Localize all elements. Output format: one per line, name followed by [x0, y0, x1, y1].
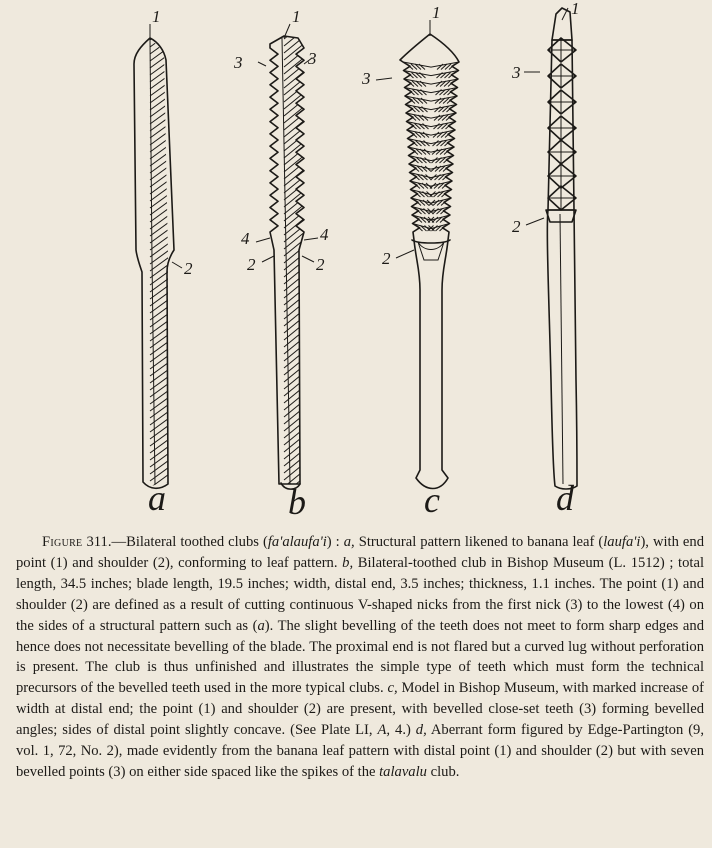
hatch-line [150, 171, 172, 187]
hatch-line [150, 52, 172, 68]
hatch-line [284, 420, 306, 438]
hatch-line [284, 147, 306, 165]
hatch-line [284, 441, 306, 459]
panel-letter-b: b [288, 482, 306, 520]
callout-number: 3 [362, 69, 371, 88]
hatch-line [150, 192, 172, 208]
hatch-line [284, 280, 306, 298]
hatch-line [150, 164, 172, 180]
hatch-line [150, 59, 172, 75]
caption-italic: c, [387, 680, 398, 697]
hatch-line [150, 199, 172, 215]
hatch-line [150, 150, 172, 166]
hatch-line [150, 437, 172, 453]
callout-number: 4 [320, 225, 329, 244]
panel-letter-d: d [556, 478, 574, 518]
panel-letter-c: c [424, 480, 440, 520]
caption-paragraph [16, 532, 704, 783]
hatch-line [150, 283, 172, 299]
hatch-line [284, 448, 306, 466]
club-a [134, 24, 182, 509]
caption-italic: a [257, 617, 265, 634]
hatch-line [150, 143, 172, 159]
hatch-line [150, 185, 172, 201]
hatch-line [150, 220, 172, 236]
shoulder [546, 210, 576, 222]
caption-italic: d, [415, 722, 427, 739]
hatch-line [150, 80, 172, 96]
hatch-line [150, 178, 172, 194]
hatch-line [284, 140, 306, 158]
caption-text: ), with end point (1) and shoulder (2), conforming to leaf pattern. [16, 534, 704, 571]
hatch-line [150, 416, 172, 432]
hatch-line [284, 455, 306, 473]
caption-fig-word: Figure [42, 534, 83, 550]
hatch-line [284, 259, 306, 277]
callout-number: 3 [234, 53, 243, 72]
hatch-line [284, 245, 306, 263]
hatch-line [284, 413, 306, 431]
hatch-line [150, 423, 172, 439]
hatch-line [284, 385, 306, 403]
hatch-line [150, 269, 172, 285]
caption-text: ). The slight bevelling of the teeth does not meet to form sharp edges and hence does not necessitate bevelling of the blade. The proximal end is not flared but a curved lug without perforation is present. The club is thus unfinished and illustrates the simple type of teeth which must form the technical precursors of the bevelled teeth used in the more typical clubs. [16, 617, 704, 697]
panel-letter-a: a [148, 478, 166, 518]
caption-italic: laufa'i [603, 534, 641, 550]
caption-text: Structural pattern likened to banana leaf ( [354, 534, 604, 550]
figure-caption [16, 532, 704, 783]
callout-number: 1 [292, 7, 301, 26]
caption-italic: b, [342, 554, 354, 571]
club-b [256, 14, 318, 508]
caption-text: Bilateral-toothed club in Bishop Museum (L. 1512) ; total length, 34.5 inches; blade length, 19.5 inches; width, distal end, 3.5 inches; thickness, 1.1 inches. The point (1) and shoulder (2) are defined as a result of cutting continuous V-shaped nicks from the first nick (3) to the lowest (4) on the sides of a structural pattern such as ( [16, 554, 704, 634]
hatch-line [150, 297, 172, 313]
hatch-line [284, 406, 306, 424]
hatch-line [150, 402, 172, 418]
hatch-line [150, 73, 172, 89]
hatch-line [150, 87, 172, 103]
callout-number: 3 [512, 63, 521, 82]
hatch-line [150, 409, 172, 425]
shoulder-bevel [418, 242, 444, 260]
hatch-line [150, 157, 172, 173]
caption-text: Model in Bishop Museum, with marked increase of width at distal end; the point (1) and shoulder (2) are present, with bevelled close-set teeth (3) forming bevelled angles; sides of distal point slightly concave. (See Plate LI, [16, 680, 705, 739]
callout-number: 2 [247, 255, 256, 274]
tooth-bevel [405, 96, 457, 101]
hatch-line [284, 273, 306, 291]
hatch-line [150, 290, 172, 306]
hatch-line [150, 234, 172, 250]
tip-point [552, 8, 572, 40]
caption-italic: fa'alaufa'i [267, 534, 327, 550]
callout-number: 2 [316, 255, 325, 274]
hatch-line [284, 434, 306, 452]
caption-italic: A, [377, 722, 391, 739]
hatch-line [150, 241, 172, 257]
hatch-line [284, 196, 306, 214]
caption-text: 4.) [390, 722, 416, 739]
hatch-line [284, 238, 306, 256]
hatch-line [150, 24, 172, 40]
hatch-line [150, 213, 172, 229]
caption-text: Aberrant form figured by Edge-Partington (9, vol. 1, 72, No. 2), made evidently from the banana leaf pattern with distal point (1) and shoulder (2) but with seven bevelled points (3) on either side spaced like the spikes of the [16, 722, 705, 780]
caption-fig-number: 311. [86, 534, 112, 550]
hatch-line [284, 427, 306, 445]
callout-number: 1 [432, 3, 441, 22]
hatch-line [150, 444, 172, 460]
hatch-line [284, 371, 306, 389]
callout-number: 2 [512, 217, 521, 236]
hatch-line [284, 378, 306, 396]
hatch-line [284, 189, 306, 207]
hatch-line [150, 206, 172, 222]
caption-italic: a, [343, 534, 355, 550]
callout-number: 2 [184, 259, 193, 278]
callout-number: 3 [308, 49, 317, 68]
hatch-line [284, 462, 306, 480]
callout-number: 1 [152, 7, 161, 26]
hatch-line [284, 357, 306, 375]
hatch-line [284, 364, 306, 382]
hatch-line [150, 66, 172, 82]
caption-italic: talavalu [379, 763, 427, 780]
caption-text: club. [426, 763, 460, 780]
callout-number: 1 [571, 0, 580, 18]
caption-text: —Bilateral toothed clubs ( [111, 534, 268, 550]
caption-text: ) : [326, 534, 344, 550]
hatch-line [150, 430, 172, 446]
hatch-line [284, 91, 306, 109]
hatch-line [284, 392, 306, 410]
hatch-line [150, 262, 172, 278]
hatch-line [150, 276, 172, 292]
hatch-line [284, 252, 306, 270]
hatch-line [284, 399, 306, 417]
hatch-line [150, 395, 172, 411]
hatch-line [150, 227, 172, 243]
hatch-line [284, 266, 306, 284]
club-d [524, 8, 577, 489]
hatch-line [150, 304, 172, 320]
callout-number: 4 [241, 229, 250, 248]
hatch-line [284, 98, 306, 116]
callout-number: 2 [382, 249, 391, 268]
hatch-line [284, 49, 306, 67]
